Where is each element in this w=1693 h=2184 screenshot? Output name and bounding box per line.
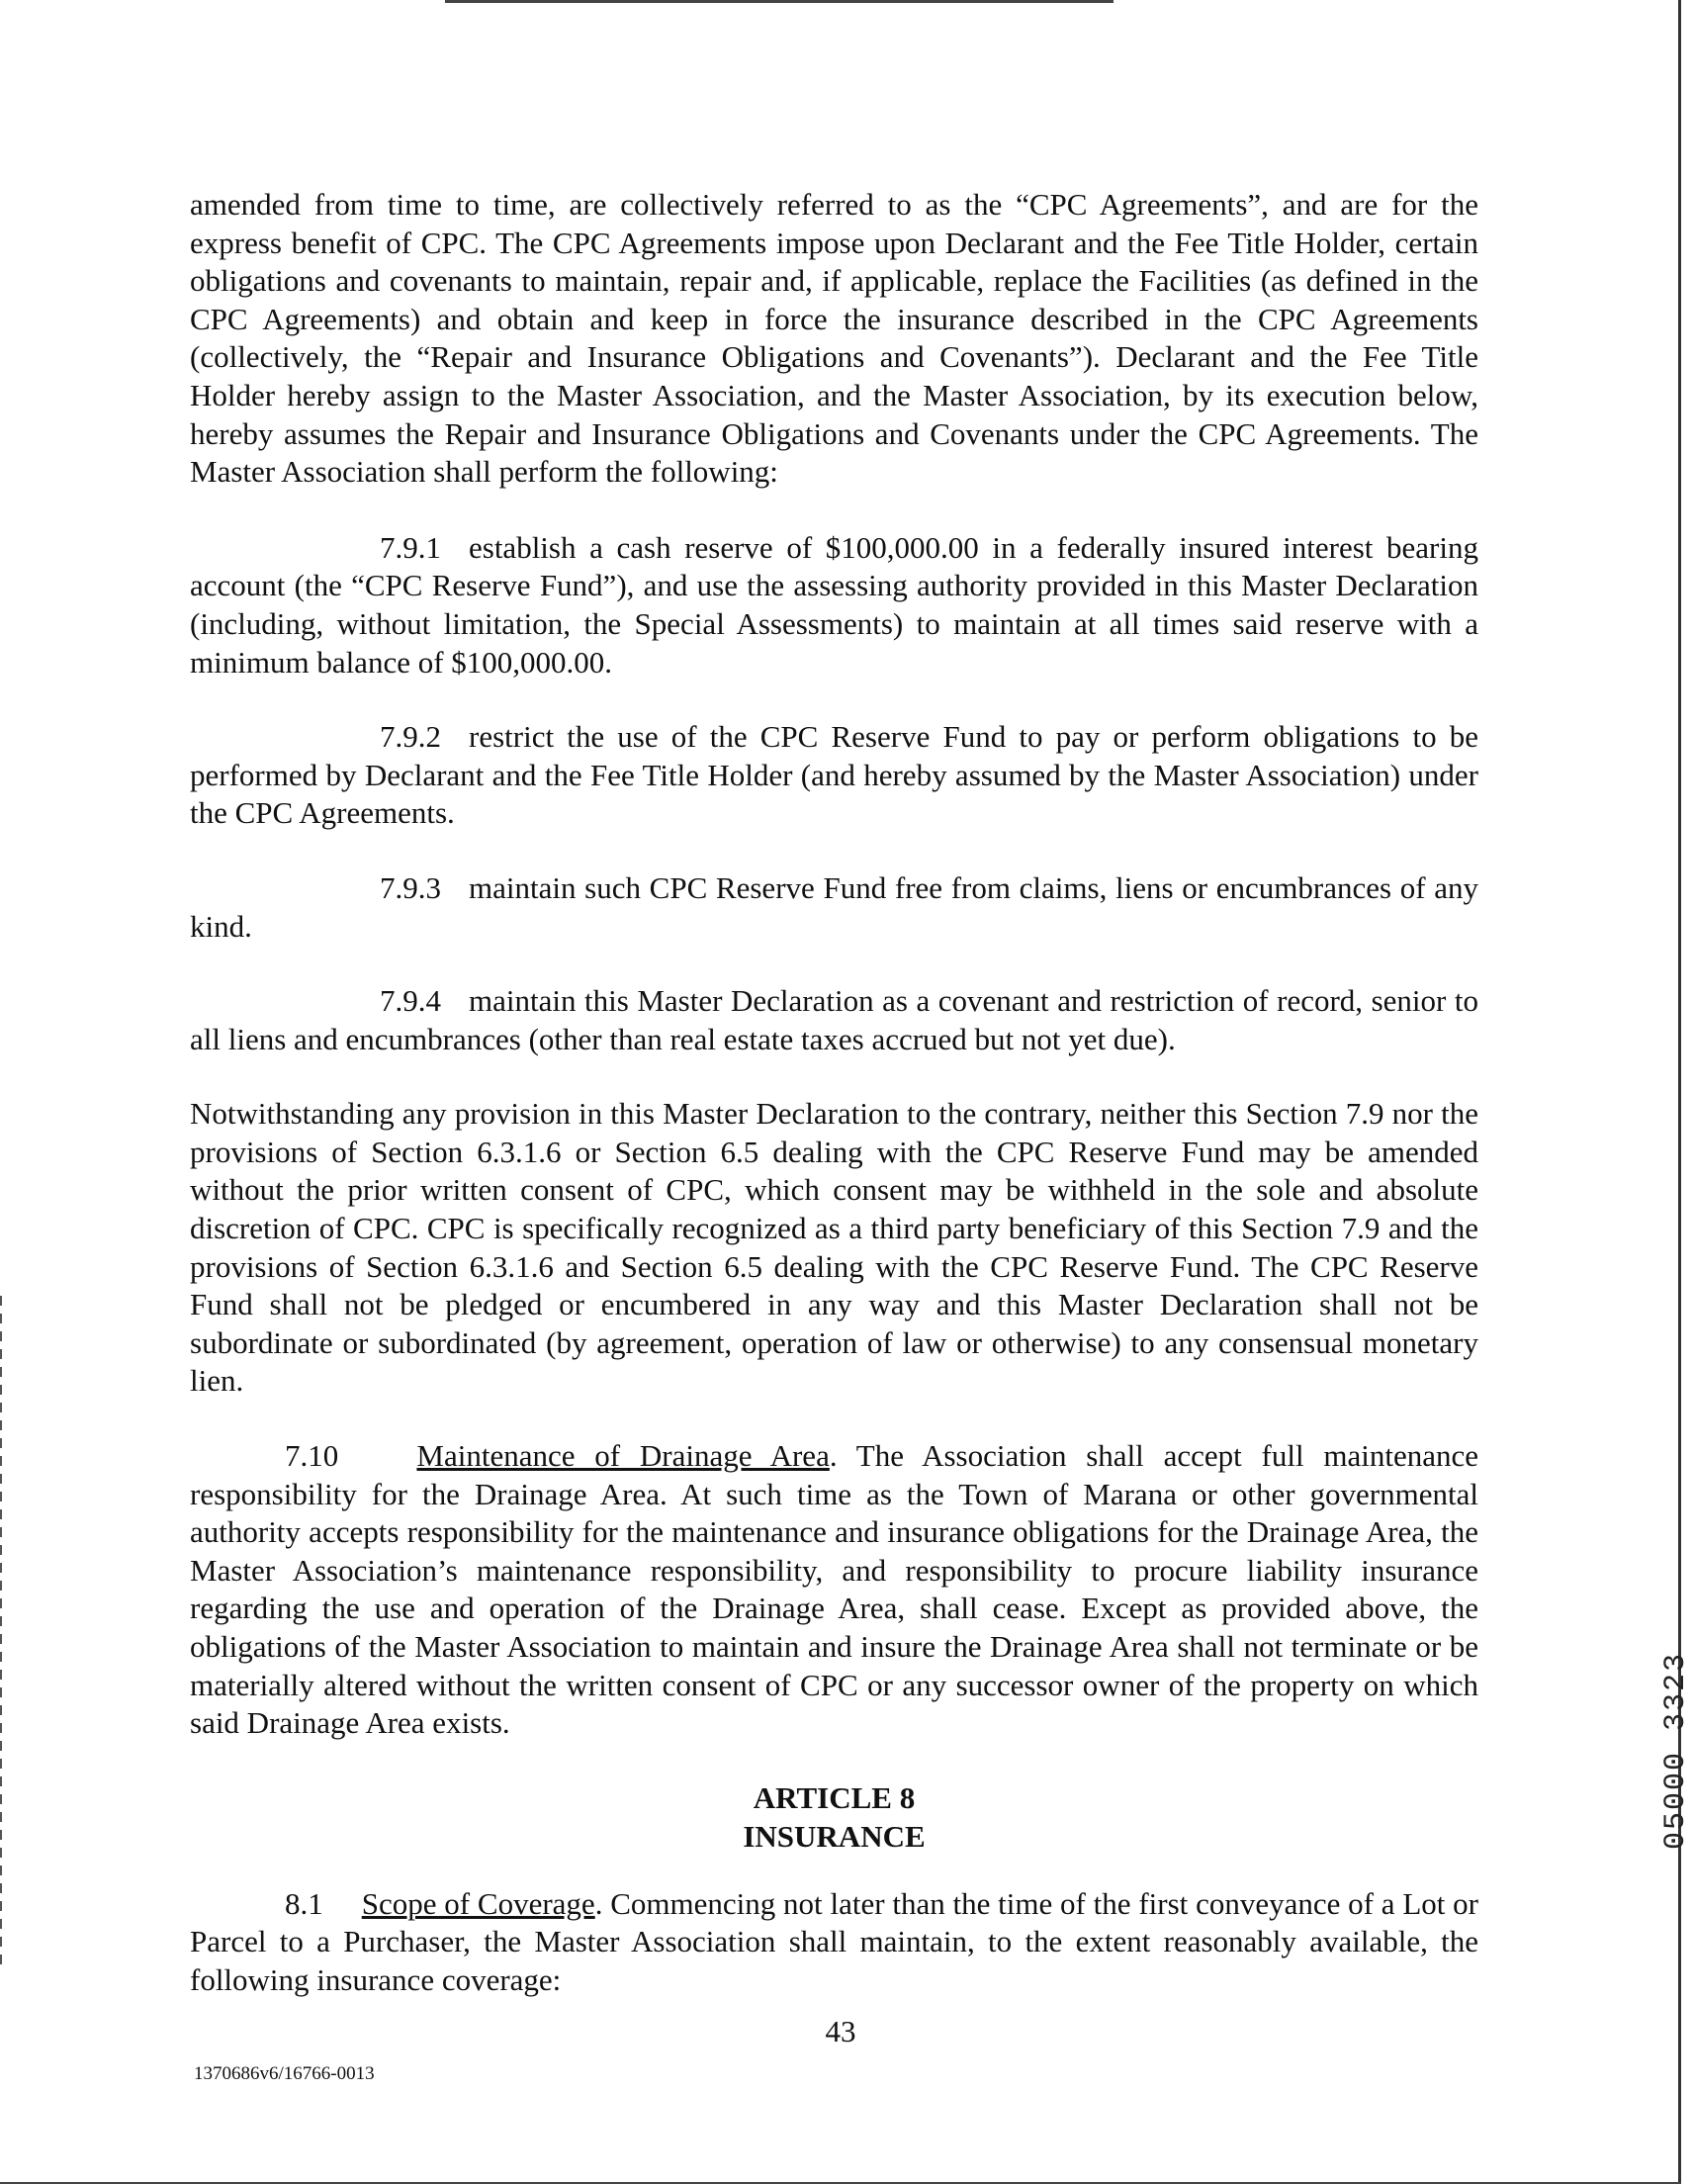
page-number: 43 [825, 2014, 856, 2048]
subsection-number: 7.9.4 [380, 983, 441, 1019]
recording-number: 05000 3323 [1659, 1651, 1693, 1850]
subsection-number: 7.9.2 [380, 719, 441, 755]
article-heading [190, 1778, 1478, 1856]
subsection-7-9-3 [190, 869, 1478, 946]
section-number: 8.1 [285, 1885, 323, 1921]
subsection-7-9-4 [190, 982, 1478, 1058]
scan-edge-top [445, 0, 1114, 3]
section-text: . Commencing not later than the time of the first conveyance of a Lot or Parcel to a Purchaser, the Master Association shall maintain, to the extent reasonably available, the following insurance coverage: [190, 1885, 1478, 1997]
section-7-10 [190, 1437, 1478, 1743]
subsection-text: establish a cash reserve of $100,000.00 in a federally insured interest bearing account (the “CPC Reserve Fund”), and use the assessing authority provided in this Master Declaration (including, without limitation, the Special Assessments) to maintain at all times said reserve with a minimum balance of $100,000.00. [190, 529, 1478, 680]
paragraph-notwithstanding: Notwithstanding any provision in this Master Declaration to the contrary, neither this Section 7.9 nor the provisions of Section 6.3.1.6 or Section 6.5 dealing with the CPC Reserve Fund may be amended without the prior written consent of CPC, which consent may be withheld in the sole and absolute discretion of CPC. CPC is specifically recognized as a third party beneficiary of this Section 7.9 and the provisions of Section 6.3.1.6 and Section 6.5 dealing with the CPC Reserve Fund. The CPC Reserve Fund shall not be pledged or encumbered in any way and this Master Declaration shall not be subordinate or subordinated (by agreement, operation of law or otherwise) to any consensual monetary lien. [190, 1096, 1478, 1399]
subsection-number: 7.9.1 [380, 529, 441, 565]
subsection-text: maintain such CPC Reserve Fund free from claims, liens or encumbrances of any kind. [190, 869, 1478, 944]
subsection-number: 7.9.3 [380, 869, 441, 905]
section-number: 7.10 [285, 1438, 339, 1474]
recording-stamp [1618, 1583, 1693, 1850]
subsection-text: maintain this Master Declaration as a covenant and restriction of record, senior to all liens and encumbrances (other than real estate taxes accrued but not yet due). [190, 983, 1478, 1056]
section-8-1 [190, 1885, 1478, 2000]
article-title: INSURANCE [743, 1818, 926, 1854]
section-text: . The Association shall accept full maintenance responsibility for the Drainage Area. At such time as the Town of Marana or other governmental authority accepts responsibility for the maintenance and insurance obligations for the Drainage Area, the Master Association’s maintenance responsibility, and responsibility to procure liability insurance regarding the use and operation of the Drainage Area, shall cease. Except as provided above, the obligations of the Master Association to maintain and insure the Drainage Area shall not terminate or be materially altered without the written consent of CPC or any successor owner of the property on which said Drainage Area exists. [190, 1438, 1479, 1741]
article-number: ARTICLE 8 [753, 1779, 916, 1815]
subsection-text: restrict the use of the CPC Reserve Fund to pay or perform obligations to be performed by Declarant and the Fee Title Holder (and hereby assumed by the Master Association) under the CPC Agreements. [190, 719, 1478, 831]
scan-edge-left [0, 1296, 2, 1968]
page-body [190, 186, 1478, 2000]
scan-edge-right [1678, 0, 1681, 2184]
section-heading: Scope of Coverage [361, 1885, 595, 1921]
section-heading: Maintenance of Drainage Area [416, 1438, 830, 1474]
subsection-7-9-1 [190, 529, 1478, 682]
document-id: 1370686v6/16766-0013 [194, 2063, 375, 2084]
paragraph-intro: amended from time to time, are collectively referred to as the “CPC Agreements”, and are for the express benefit of CPC. The CPC Agreements impose upon Declarant and the Fee Title Holder, certain obligations and covenants to maintain, repair and, if applicable, replace the Facilities (as defined in the CPC Agreements) and obtain and keep in force the insurance described in the CPC Agreements (collectively, the “Repair and Insurance Obligations and Covenants”). Declarant and the Fee Title Holder hereby assign to the Master Association, and the Master Association, by its execution below, hereby assumes the Repair and Insurance Obligations and Covenants under the CPC Agreements. The Master Association shall perform the following: [190, 187, 1478, 490]
subsection-7-9-2 [190, 718, 1478, 833]
